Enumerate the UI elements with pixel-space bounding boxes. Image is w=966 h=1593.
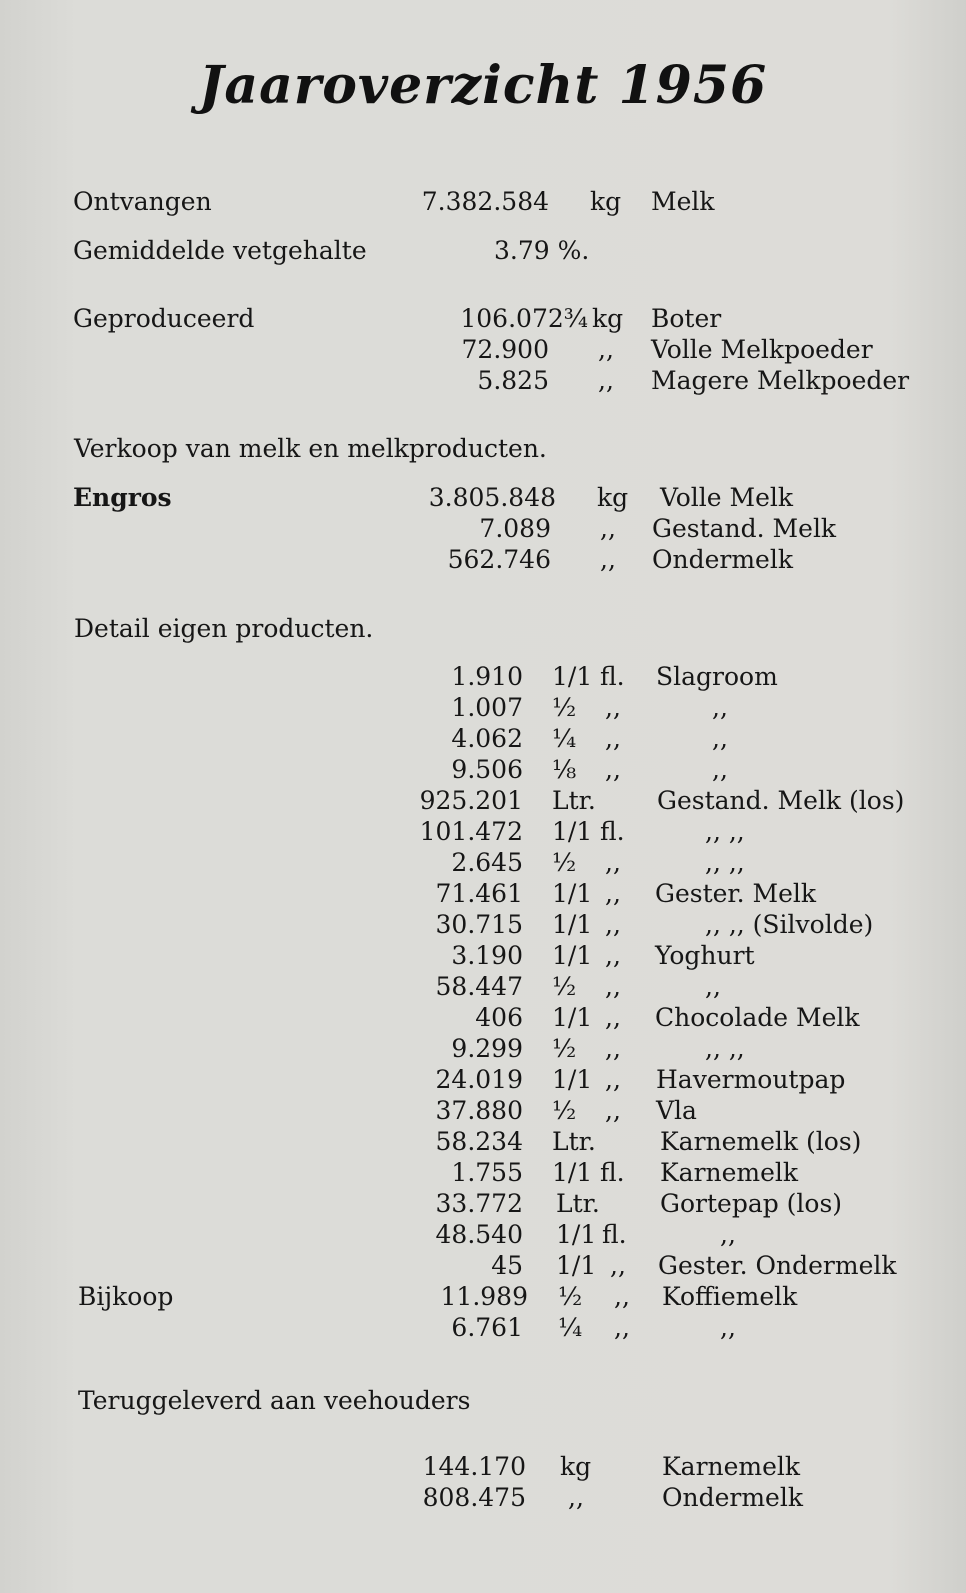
bijkoop-qty: 6.761 [451, 1313, 523, 1342]
engros-unit: kg [597, 483, 629, 512]
detail-qty: 1.007 [451, 693, 523, 722]
page-title: Jaaroverzicht 1956 [198, 55, 768, 116]
detail-row [0, 878, 966, 910]
detail-product: Gester. Ondermelk [658, 1251, 897, 1280]
detail-qty: 1.755 [451, 1158, 523, 1187]
bijkoop-product: Koffiemelk [662, 1282, 798, 1311]
detail-size: Ltr. [556, 1189, 600, 1218]
engros-product: Ondermelk [652, 545, 793, 574]
ontvangen-product: Melk [651, 187, 715, 216]
detail-product: Havermoutpap [656, 1065, 846, 1094]
detail-product: ,, [705, 972, 721, 1001]
detail-unit: ,, [605, 1003, 621, 1032]
detail-size: 1/1 [552, 1003, 593, 1032]
geproduceerd-unit: ,, [598, 366, 614, 395]
detail-size: ½ [552, 848, 577, 877]
detail-size: 1/1 [552, 817, 593, 846]
detail-size: 1/1 [552, 1065, 593, 1094]
engros-qty: 562.746 [447, 545, 551, 574]
engros-unit: ,, [600, 514, 616, 543]
detail-qty: 48.540 [435, 1220, 523, 1249]
detail-product: Gestand. Melk (los) [657, 786, 905, 815]
detail-row [0, 1157, 966, 1189]
detail-size: ½ [552, 1034, 577, 1063]
detail-qty: 45 [491, 1251, 523, 1280]
detail-product: Karnemelk (los) [660, 1127, 862, 1156]
bijkoop-size: ¼ [558, 1313, 583, 1342]
detail-qty: 9.299 [451, 1034, 523, 1063]
detail-unit: ,, [605, 1034, 621, 1063]
detail-product: Gortepap (los) [660, 1189, 843, 1218]
detail-size: 1/1 [552, 662, 593, 691]
teruggeleverd-heading: Teruggeleverd aan veehouders [78, 1386, 471, 1415]
detail-heading: Detail eigen producten. [74, 614, 374, 643]
geproduceerd-product: Magere Melkpoeder [651, 366, 910, 395]
detail-size: ½ [552, 1096, 577, 1125]
detail-qty: 58.234 [435, 1127, 523, 1156]
detail-qty: 71.461 [435, 879, 523, 908]
detail-unit: ,, [605, 755, 621, 784]
geproduceerd-qty: 5.825 [477, 366, 549, 395]
detail-product: Chocolade Melk [655, 1003, 860, 1032]
detail-row [0, 723, 966, 755]
detail-unit: ,, [605, 972, 621, 1001]
detail-unit: ,, [605, 693, 621, 722]
detail-product: ,, [712, 724, 728, 753]
detail-product: ,, ,, [705, 1034, 745, 1063]
detail-row [0, 1095, 966, 1127]
teruggeleverd-row [0, 1482, 966, 1514]
detail-row [0, 847, 966, 879]
detail-qty: 1.910 [451, 662, 523, 691]
detail-unit: ,, [605, 941, 621, 970]
detail-product: ,, ,, (Silvolde) [705, 910, 874, 939]
engros-unit: ,, [600, 545, 616, 574]
detail-product: ,, [712, 755, 728, 784]
geproduceerd-qty: 106.072¾ [460, 304, 588, 333]
teruggeleverd-qty: 144.170 [422, 1452, 526, 1481]
vetgehalte-qty: 3.79 %. [494, 236, 590, 265]
detail-qty: 2.645 [451, 848, 523, 877]
teruggeleverd-unit: ,, [568, 1483, 584, 1512]
teruggeleverd-qty: 808.475 [422, 1483, 526, 1512]
detail-row [0, 1064, 966, 1096]
detail-qty: 58.447 [435, 972, 523, 1001]
detail-row [0, 1002, 966, 1034]
detail-qty: 925.201 [419, 786, 523, 815]
detail-row [0, 1250, 966, 1282]
detail-size: 1/1 [556, 1220, 597, 1249]
bijkoop-unit: ,, [614, 1282, 630, 1311]
geproduceerd-row-3 [0, 365, 966, 397]
detail-product: Gester. Melk [655, 879, 817, 908]
vetgehalte-row [0, 235, 966, 267]
detail-product: ,, [720, 1220, 736, 1249]
detail-row [0, 785, 966, 817]
geproduceerd-row-2 [0, 334, 966, 366]
engros-product: Volle Melk [660, 483, 794, 512]
detail-unit: ,, [605, 724, 621, 753]
detail-qty: 30.715 [435, 910, 523, 939]
geproduceerd-row-1 [0, 303, 966, 335]
detail-size: ½ [552, 972, 577, 1001]
bijkoop-row-1 [0, 1281, 966, 1313]
detail-qty: 37.880 [435, 1096, 523, 1125]
detail-size: ¼ [552, 724, 577, 753]
detail-size: ⅛ [552, 755, 577, 784]
detail-qty: 24.019 [435, 1065, 523, 1094]
detail-qty: 3.190 [451, 941, 523, 970]
ontvangen-label: Ontvangen [73, 187, 212, 216]
detail-size: 1/1 [552, 879, 593, 908]
detail-unit: fl. [600, 817, 625, 846]
teruggeleverd-row [0, 1451, 966, 1483]
geproduceerd-product: Volle Melkpoeder [651, 335, 873, 364]
geproduceerd-qty: 72.900 [461, 335, 549, 364]
detail-row [0, 940, 966, 972]
engros-row-2 [0, 513, 966, 545]
engros-product: Gestand. Melk [652, 514, 837, 543]
detail-size: Ltr. [552, 1127, 596, 1156]
detail-unit: ,, [610, 1251, 626, 1280]
detail-row [0, 971, 966, 1003]
detail-row [0, 1126, 966, 1158]
detail-product: Slagroom [656, 662, 778, 691]
ontvangen-row [0, 186, 966, 218]
detail-product: ,, [712, 693, 728, 722]
detail-size: 1/1 [556, 1251, 597, 1280]
detail-size: ½ [552, 693, 577, 722]
detail-row [0, 1033, 966, 1065]
vetgehalte-label: Gemiddelde vetgehalte [73, 236, 367, 265]
detail-unit: ,, [605, 910, 621, 939]
detail-size: 1/1 [552, 1158, 593, 1187]
bijkoop-size: ½ [558, 1282, 583, 1311]
detail-row [0, 816, 966, 848]
detail-row [0, 692, 966, 724]
detail-qty: 33.772 [435, 1189, 523, 1218]
detail-product: ,, ,, [705, 848, 745, 877]
detail-unit: fl. [602, 1220, 627, 1249]
engros-label: Engros [73, 483, 172, 512]
bijkoop-row-2 [0, 1312, 966, 1344]
detail-qty: 9.506 [451, 755, 523, 784]
detail-size: 1/1 [552, 941, 593, 970]
geproduceerd-product: Boter [651, 304, 722, 333]
geproduceerd-unit: ,, [598, 335, 614, 364]
detail-product: Yoghurt [655, 941, 755, 970]
detail-row [0, 661, 966, 693]
detail-unit: ,, [605, 1065, 621, 1094]
engros-qty: 7.089 [479, 514, 551, 543]
teruggeleverd-unit: kg [560, 1452, 592, 1481]
teruggeleverd-product: Karnemelk [662, 1452, 801, 1481]
geproduceerd-unit: kg [592, 304, 624, 333]
detail-row [0, 909, 966, 941]
geproduceerd-label: Geproduceerd [73, 304, 255, 333]
ontvangen-unit: kg [590, 187, 622, 216]
engros-row-1 [0, 482, 966, 514]
engros-row-3 [0, 544, 966, 576]
detail-unit: fl. [600, 1158, 625, 1187]
detail-product: Karnemelk [660, 1158, 799, 1187]
detail-size: Ltr. [552, 786, 596, 815]
detail-unit: ,, [605, 879, 621, 908]
bijkoop-label: Bijkoop [78, 1282, 174, 1311]
detail-product: ,, ,, [705, 817, 745, 846]
detail-size: 1/1 [552, 910, 593, 939]
detail-row [0, 1188, 966, 1220]
detail-qty: 4.062 [451, 724, 523, 753]
teruggeleverd-product: Ondermelk [662, 1483, 803, 1512]
verkoop-heading: Verkoop van melk en melkproducten. [74, 434, 547, 463]
detail-row [0, 1219, 966, 1251]
ontvangen-qty: 7.382.584 [421, 187, 549, 216]
detail-qty: 101.472 [419, 817, 523, 846]
detail-unit: ,, [605, 1096, 621, 1125]
detail-unit: fl. [600, 662, 625, 691]
engros-qty: 3.805.848 [428, 483, 556, 512]
detail-qty: 406 [475, 1003, 523, 1032]
detail-unit: ,, [605, 848, 621, 877]
detail-row [0, 754, 966, 786]
detail-product: Vla [656, 1096, 697, 1125]
bijkoop-qty: 11.989 [440, 1282, 528, 1311]
bijkoop-unit: ,, [614, 1313, 630, 1342]
bijkoop-product: ,, [720, 1313, 736, 1342]
